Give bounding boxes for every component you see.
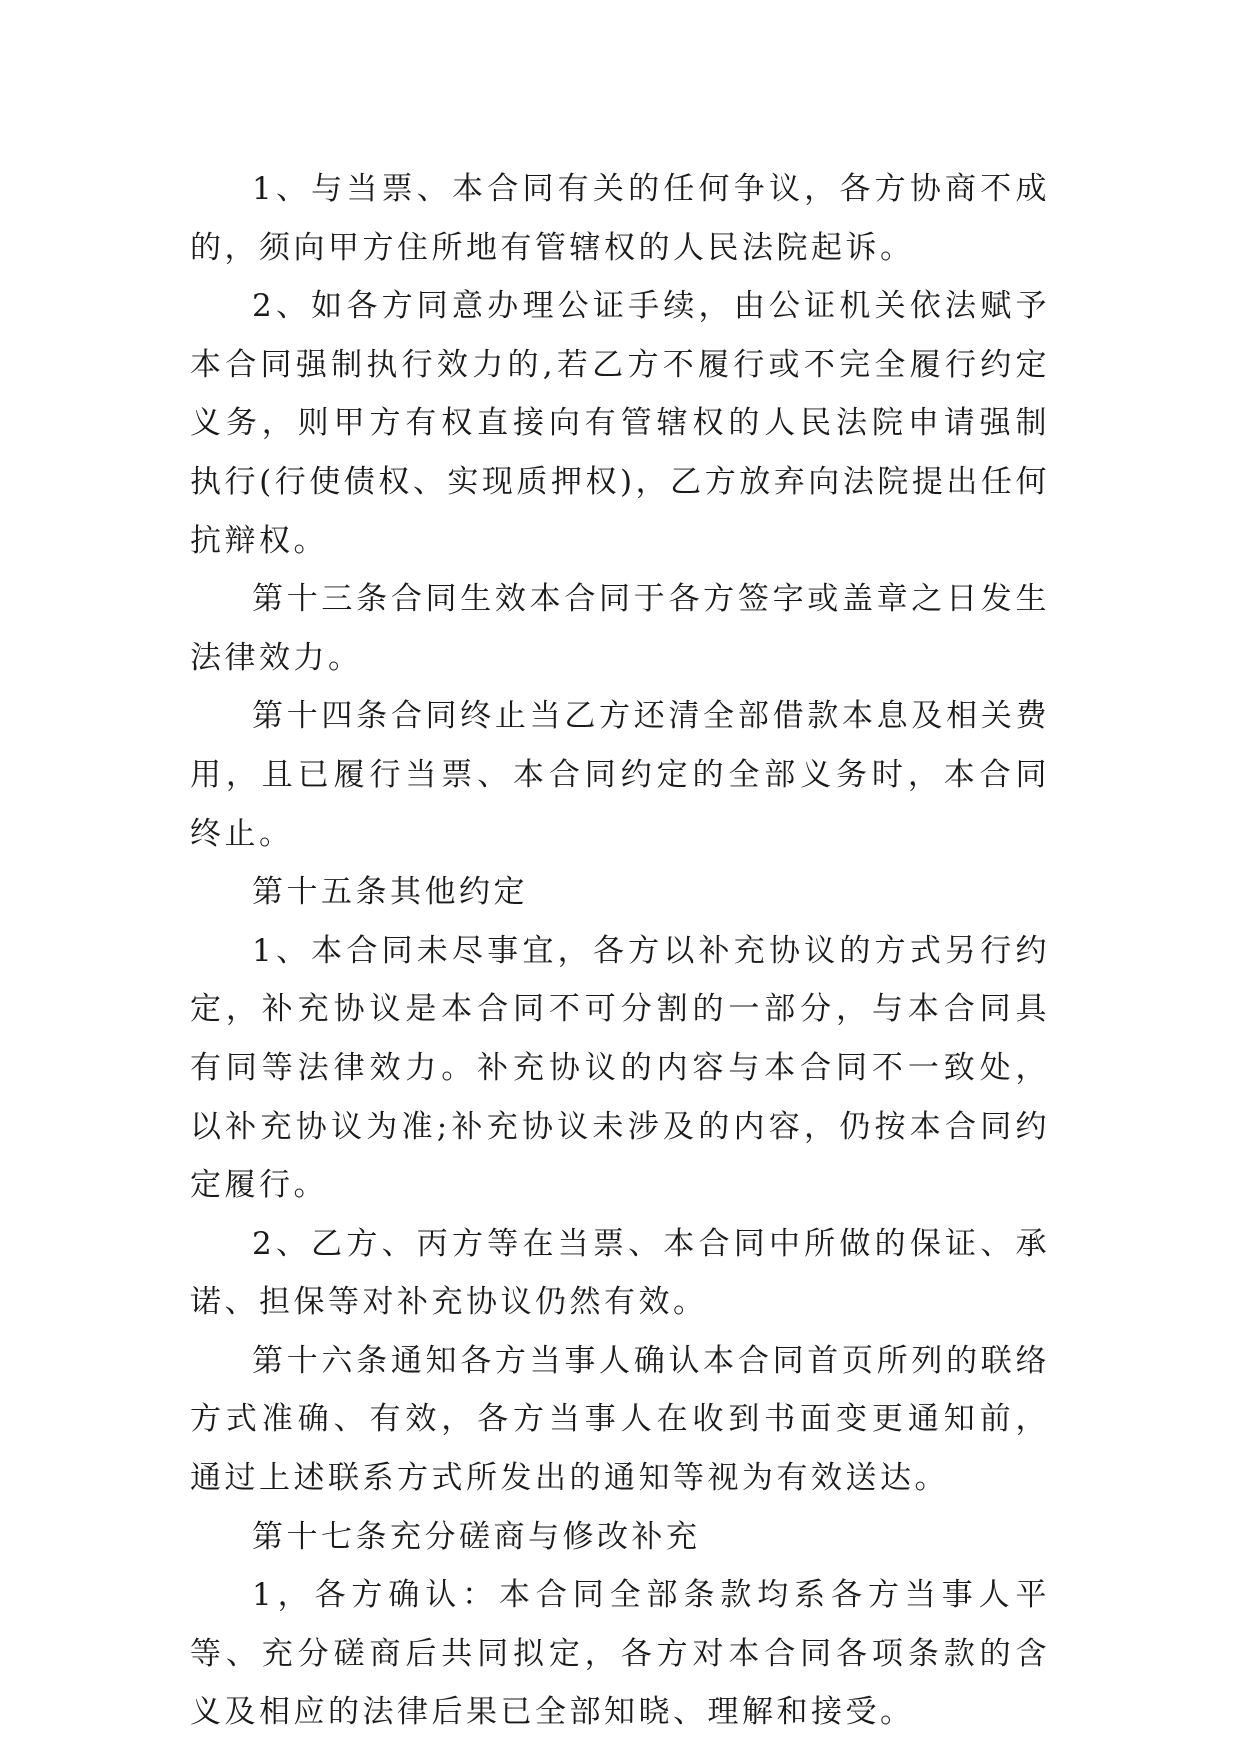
paragraph-article-14-termination: 第十四条合同终止当乙方还清全部借款本息及相关费用，且已履行当票、本合同约定的全部义务时，本合同终止。 <box>190 698 1050 852</box>
paragraph-dispute-litigation: 1、与当票、本合同有关的任何争议，各方协商不成的，须向甲方住所地有管辖权的人民法院起诉。 <box>190 171 1050 266</box>
paragraph-article-16-notice: 第十六条通知各方当事人确认本合同首页所列的联络方式准确、有效，各方当事人在收到书面变更通知前，通过上述联系方式所发出的通知等视为有效送达。 <box>190 1342 1050 1497</box>
paragraph-article-15-heading: 第十五条其他约定 <box>252 874 528 911</box>
paragraph-parties-confirmation: 1，各方确认：本合同全部条款均系各方当事人平等、充分磋商后共同拟定，各方对本合同各项条款的含义及相应的法律后果已全部知晓、理解和接受。 <box>190 1577 1050 1731</box>
document-body <box>190 160 1050 1742</box>
paragraph-notarization-enforcement: 2、如各方同意办理公证手续，由公证机关依法赋予本合同强制执行效力的,若乙方不履行或不完全履行约定义务，则甲方有权直接向有管辖权的人民法院申请强制执行(行使债权、实现质押权)，乙方放弃向法院提出任何抗辩权。 <box>190 288 1050 559</box>
paragraph-article-17-heading: 第十七条充分磋商与修改补充 <box>252 1518 701 1555</box>
paragraph-guarantees-valid: 2、乙方、丙方等在当票、本合同中所做的保证、承诺、担保等对补充协议仍然有效。 <box>190 1225 1050 1321</box>
paragraph-article-13-effectiveness: 第十三条合同生效本合同于各方签字或盖章之日发生法律效力。 <box>190 581 1050 676</box>
paragraph-supplementary-agreement: 1、本合同未尽事宜，各方以补充协议的方式另行约定，补充协议是本合同不可分割的一部分，与本合同具有同等法律效力。补充协议的内容与本合同不一致处，以补充协议为准;补充协议未涉及的内容，仍按本合同约定履行。 <box>190 932 1050 1204</box>
